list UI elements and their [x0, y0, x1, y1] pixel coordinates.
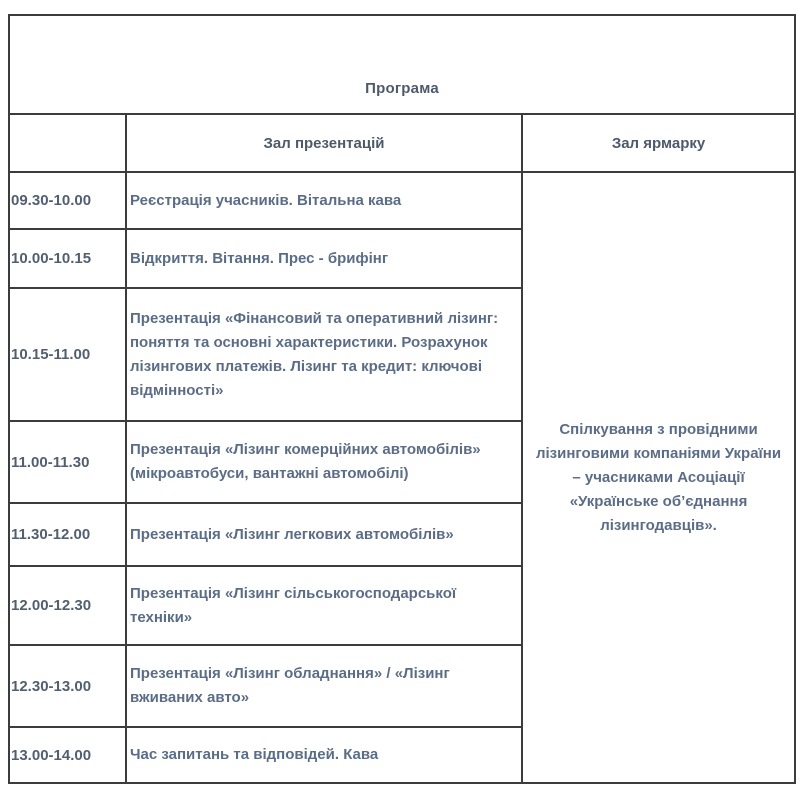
- activity-cell: Реєстрація учасників. Вітальна кава: [126, 172, 522, 229]
- activity-cell: Презентація «Лізинг сільськогосподарської техніки»: [126, 566, 522, 645]
- table-title-row: [9, 15, 795, 114]
- time-cell: 10.00-10.15: [9, 229, 126, 288]
- time-cell: 12.00-12.30: [9, 566, 126, 645]
- activity-cell: Час запитань та відповідей. Кава: [126, 727, 522, 783]
- activity-cell: Презентація «Лізинг комерційних автомобілів» (мікроавтобуси, вантажні автомобілі): [126, 421, 522, 503]
- page-title: Програма: [9, 15, 795, 114]
- activity-cell: Презентація «Лізинг обладнання» / «Лізинг вживаних авто»: [126, 645, 522, 727]
- program-schedule-table: [8, 14, 796, 784]
- column-header-fair: Зал ярмарку: [522, 114, 795, 172]
- activity-cell: Презентація «Фінансовий та оперативний лізинг: поняття та основні характеристики. Розрахунок лізингових платежів. Лізинг та кредит: ключові відмінності»: [126, 288, 522, 421]
- activity-cell: Відкриття. Вітання. Прес - брифінг: [126, 229, 522, 288]
- time-cell: 12.30-13.00: [9, 645, 126, 727]
- fair-hall-cell: Спілкування з провідними лізинговими компаніями України – учасниками Асоціації «Українське об’єднання лізингодавців».: [522, 172, 795, 783]
- time-cell: 09.30-10.00: [9, 172, 126, 229]
- activity-cell: Презентація «Лізинг легкових автомобілів»: [126, 503, 522, 566]
- time-cell: 13.00-14.00: [9, 727, 126, 783]
- empty-header-cell: [9, 114, 126, 172]
- table-row: [9, 172, 795, 229]
- time-cell: 10.15-11.00: [9, 288, 126, 421]
- column-header-presentations: Зал презентацій: [126, 114, 522, 172]
- time-cell: 11.30-12.00: [9, 503, 126, 566]
- column-header-row: [9, 114, 795, 172]
- time-cell: 11.00-11.30: [9, 421, 126, 503]
